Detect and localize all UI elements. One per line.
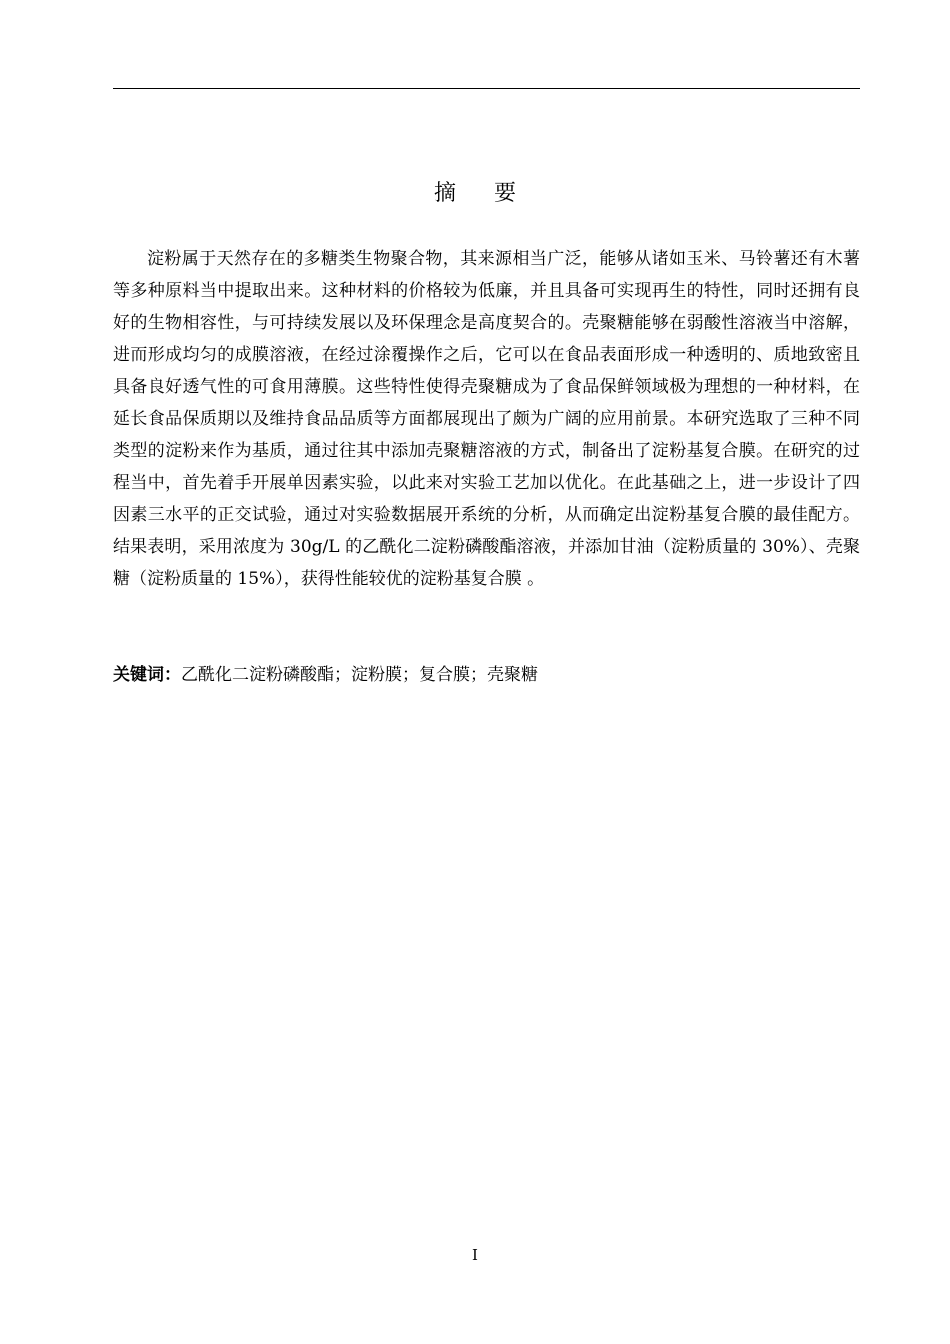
page-number: I — [472, 1246, 478, 1264]
abstract-body: 淀粉属于天然存在的多糖类生物聚合物，其来源相当广泛，能够从诸如玉米、马铃薯还有木薯等多种原料当中提取出来。这种材料的价格较为低廉，并且具备可实现再生的特性，同时还拥有良好的生物相容性，与可持续发展以及环保理念是高度契合的。壳聚糖能够在弱酸性溶液当中溶解，进而形成均匀的成膜溶液，在经过涂覆操作之后，它可以在食品表面形成一种透明的、质地致密且具备良好透气性的可食用薄膜。这些特性使得壳聚糖成为了食品保鲜领域极为理想的一种材料，在延长食品保质期以及维持食品品质等方面都展现出了颇为广阔的应用前景。本研究选取了三种不同类型的淀粉来作为基质，通过往其中添加壳聚糖溶液的方式，制备出了淀粉基复合膜。在研究的过程当中，首先着手开展单因素实验，以此来对实验工艺加以优化。在此基础之上，进一步设计了四因素三水平的正交试验，通过对实验数据展开系统的分析，从而确定出淀粉基复合膜的最佳配方。结果表明，采用浓度为 30g/L 的乙酰化二淀粉磷酸酯溶液，并添加甘油（淀粉质量的 30%）、壳聚糖（淀粉质量的 15%），获得性能较优的淀粉基复合膜 。 — [113, 249, 860, 589]
header-rule — [113, 88, 860, 89]
page-title: 摘要 — [433, 181, 554, 206]
keywords-line — [113, 659, 860, 691]
keywords-label: 关键词： — [113, 665, 181, 685]
keywords-text: 乙酰化二淀粉磷酸酯；淀粉膜；复合膜；壳聚糖 — [181, 665, 538, 685]
